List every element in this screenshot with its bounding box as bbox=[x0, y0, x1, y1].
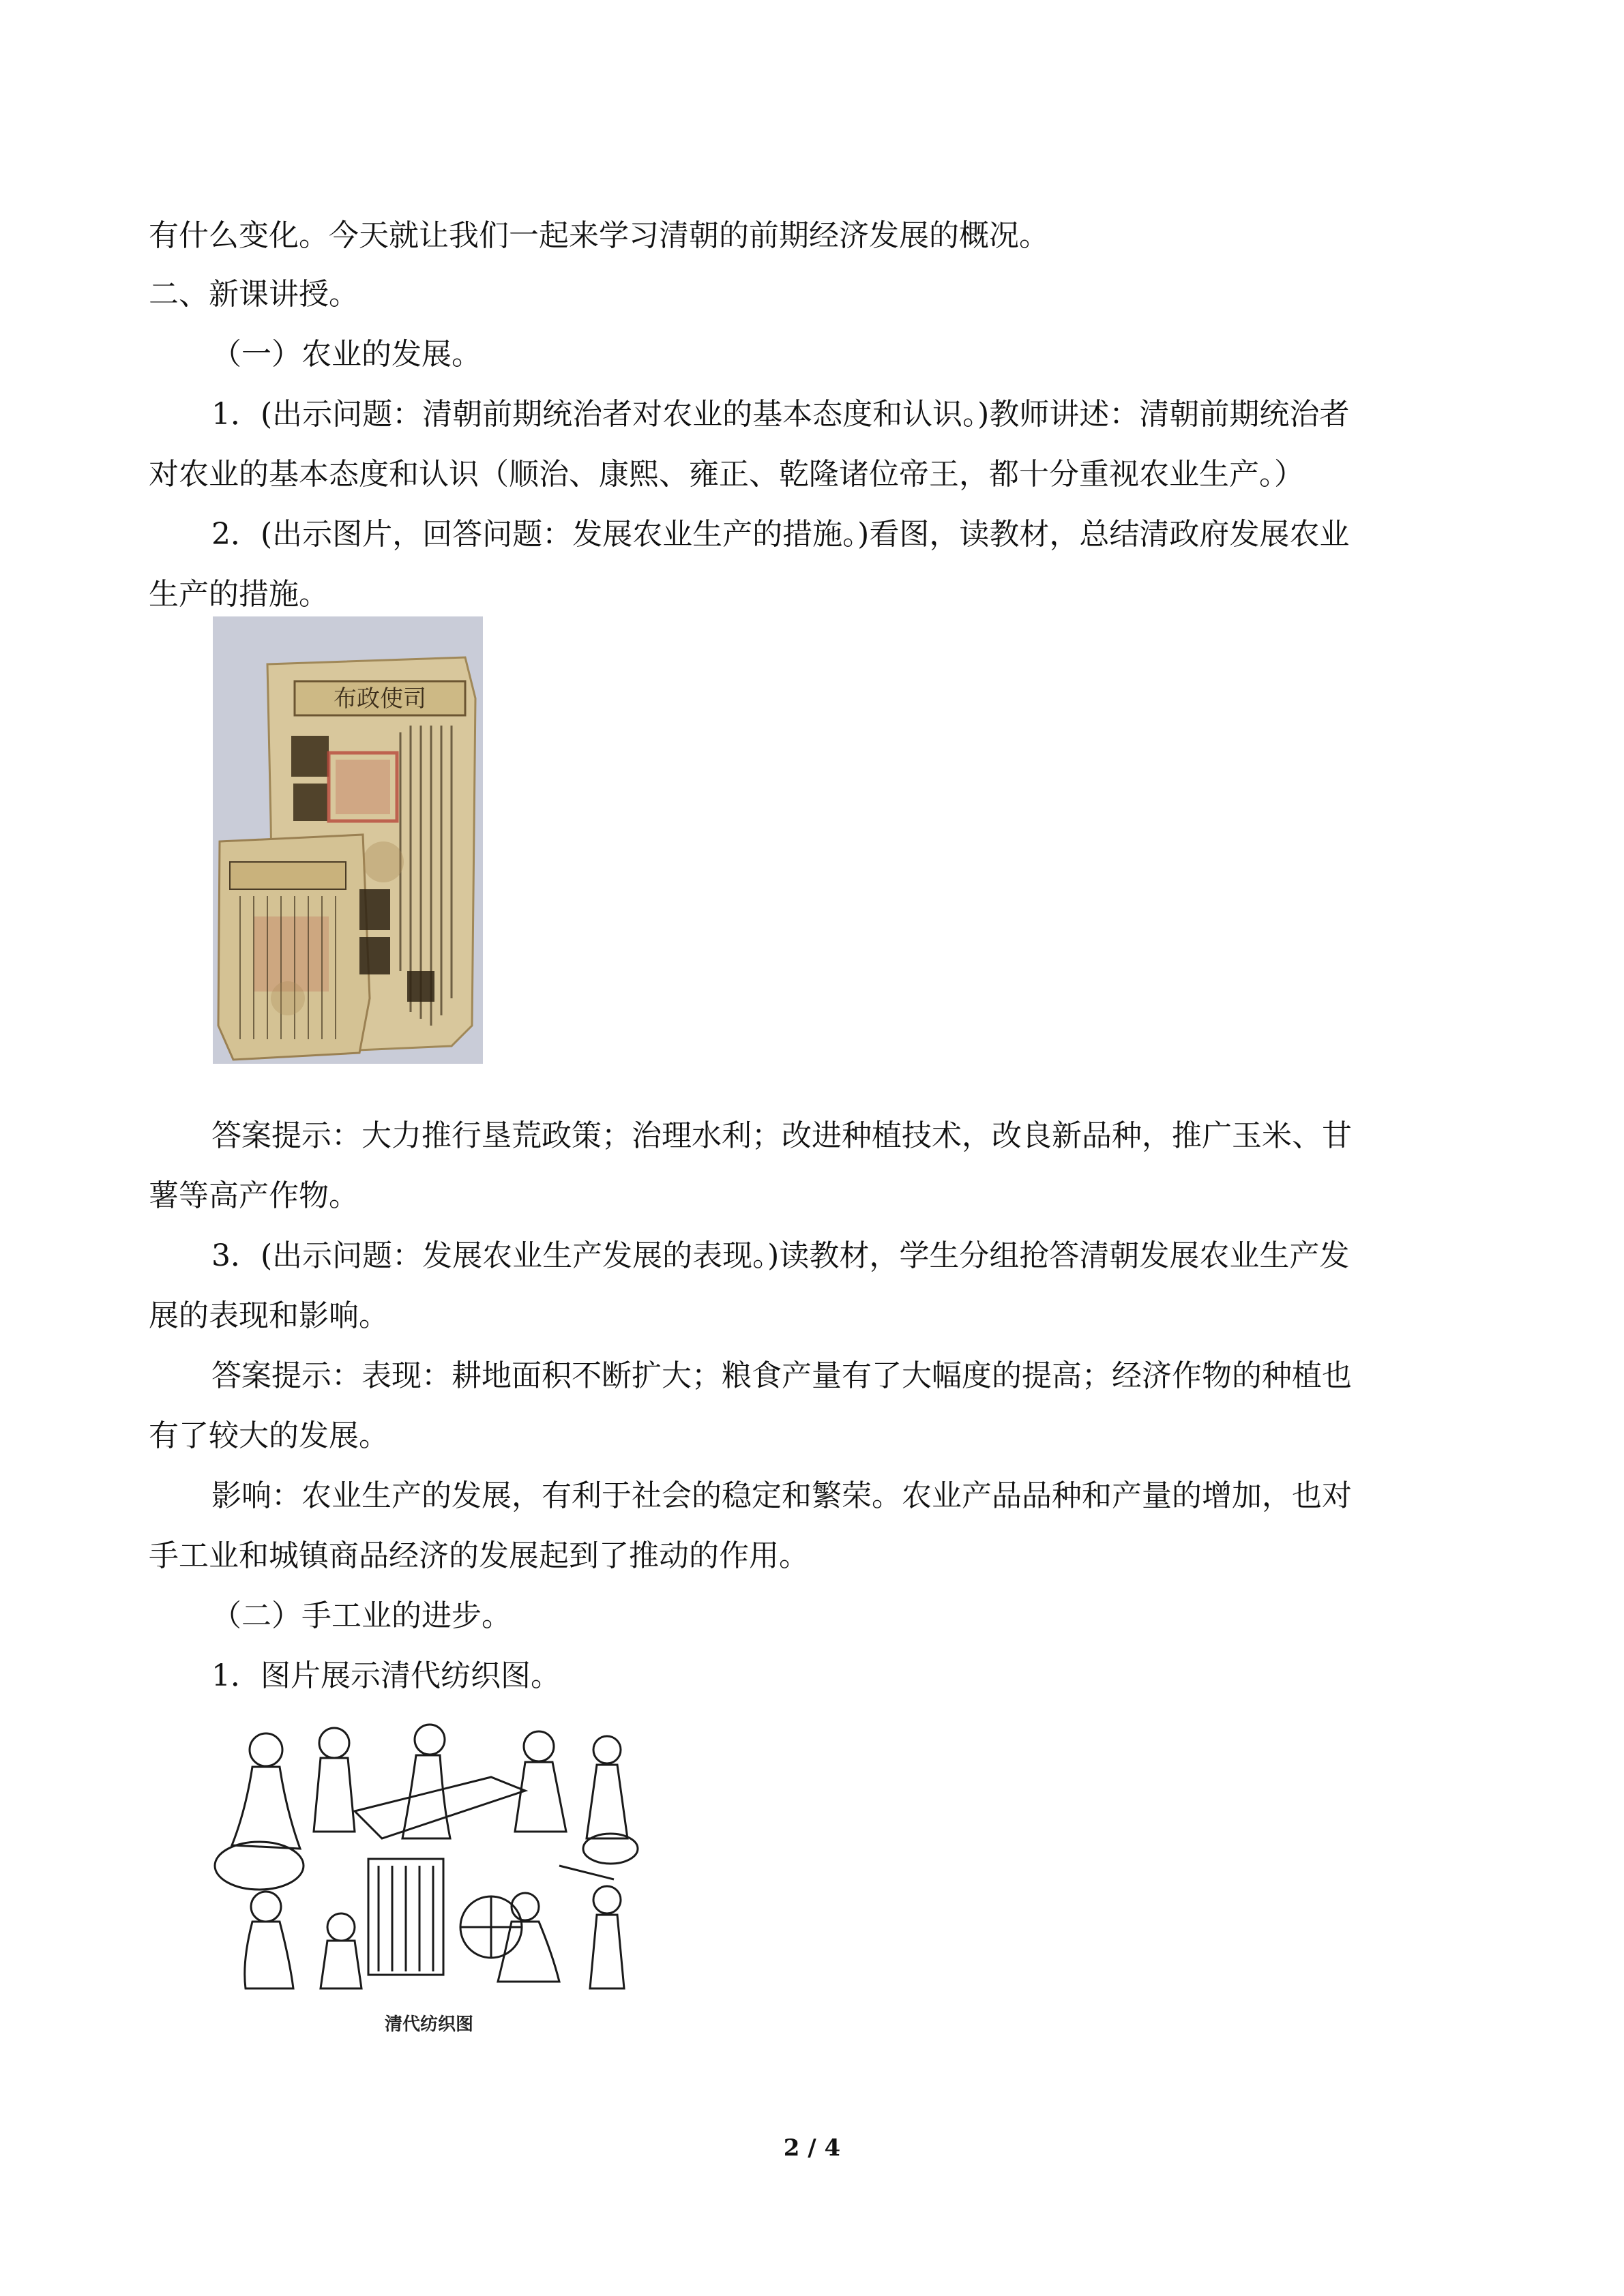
paragraph-line: 生产的措施。 bbox=[149, 577, 329, 612]
paragraph-line: 1．图片展示清代纺织图。 bbox=[211, 1658, 561, 1693]
paragraph-line: 对农业的基本态度和认识（顺治、康熙、雍正、乾隆诸位帝王，都十分重视农业生产。） bbox=[149, 457, 1304, 492]
paragraph-line: 1．(出示问题：清朝前期统治者对农业的基本态度和认识。)教师讲述：清朝前期统治者 bbox=[211, 397, 1350, 432]
paragraph-line: 有什么变化。今天就让我们一起来学习清朝的前期经济发展的概况。 bbox=[149, 218, 1049, 253]
paragraph-line: 薯等高产作物。 bbox=[149, 1178, 359, 1213]
figure-caption: 清代纺织图 bbox=[385, 2014, 474, 2035]
paragraph-line: 3．(出示问题：发展农业生产发展的表现。)读教材，学生分组抢答清朝发展农业生产发 bbox=[211, 1238, 1350, 1273]
qing-land-document-image bbox=[213, 616, 483, 1064]
paragraph-line: 展的表现和影响。 bbox=[149, 1298, 389, 1333]
paragraph-line: 2．(出示图片，回答问题：发展农业生产的措施。)看图，读教材，总结清政府发展农业 bbox=[211, 517, 1350, 552]
subsection-heading: （二）手工业的进步。 bbox=[211, 1598, 512, 1633]
paragraph-line: 手工业和城镇商品经济的发展起到了推动的作用。 bbox=[149, 1538, 809, 1573]
qing-textile-image bbox=[205, 1702, 644, 2043]
page-number: 2 / 4 bbox=[783, 2134, 841, 2162]
land-deed-illustration bbox=[213, 616, 483, 1064]
section-heading: 二、新课讲授。 bbox=[149, 277, 359, 312]
subsection-heading: （一）农业的发展。 bbox=[211, 337, 482, 372]
answer-hint-line: 答案提示：表现：耕地面积不断扩大；粮食产量有了大幅度的提高；经济作物的种植也 bbox=[211, 1358, 1352, 1393]
textile-illustration bbox=[205, 1702, 644, 2002]
answer-hint-line: 答案提示：大力推行垦荒政策；治理水利；改进种植技术，改良新品种，推广玉米、甘 bbox=[211, 1118, 1352, 1153]
paragraph-line: 影响：农业生产的发展，有利于社会的稳定和繁荣。农业产品品种和产量的增加，也对 bbox=[211, 1478, 1352, 1513]
deed-title-text: 布政使司 bbox=[334, 685, 426, 713]
paragraph-line: 有了较大的发展。 bbox=[149, 1418, 389, 1453]
